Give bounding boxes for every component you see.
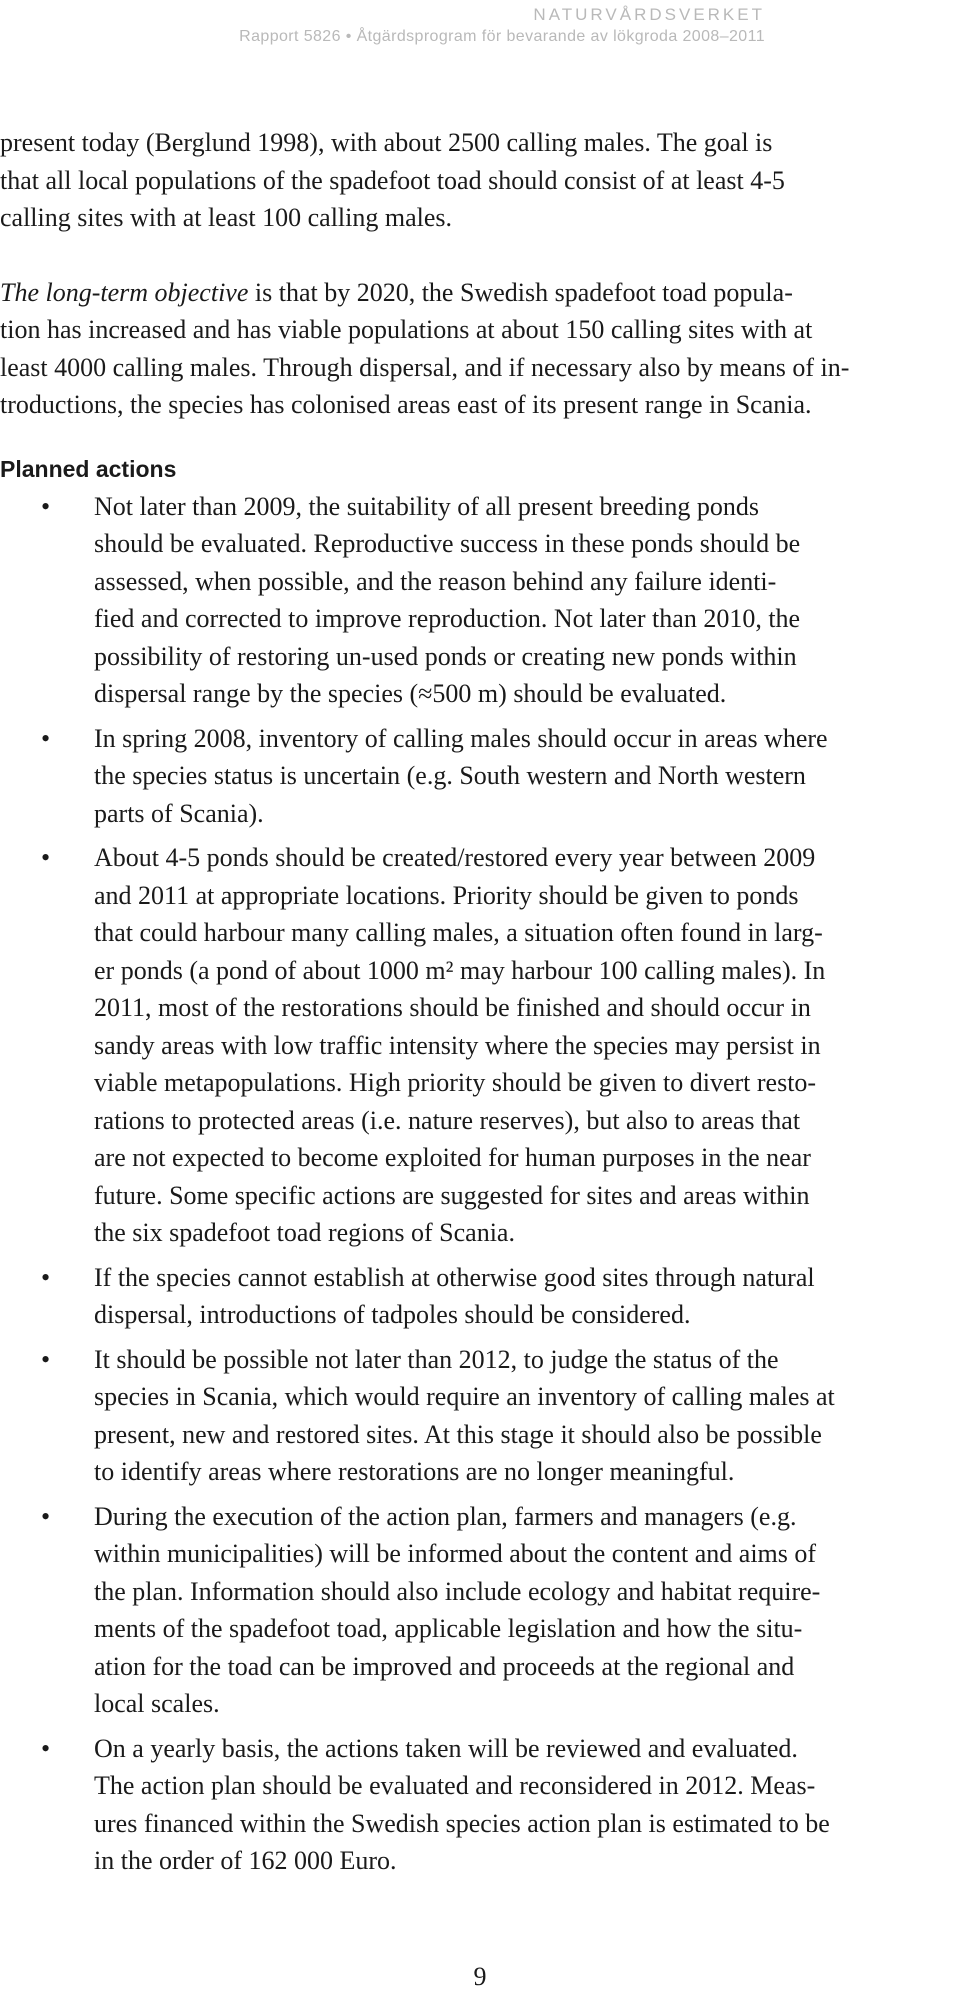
header-organization: NATURVÅRDSVERKET bbox=[533, 5, 765, 24]
list-item-text: About 4-5 ponds should be created/restored every year between 2009 and 2011 at appropriate locations. Priority should be given to ponds that could harbour many calling males, a situation often found in larg- er ponds (a pond of about 1000 m² may harbour 100 calling males). In 2011, most of the restorations should be finished and should occur in sandy areas with low traffic intensity where the species may persist in viable metapopulations. High priority should be given to divert resto- rations to protected areas (i.e. nature reserves), but also to areas that are not expected to become exploited for human purposes in the near future. Some specific actions are suggested for sites and areas within the six spadefoot toad regions of Scania. bbox=[94, 843, 826, 1247]
list-item-text: On a yearly basis, the actions taken will be reviewed and evaluated. The action plan should be evaluated and reconsidered in 2012. Meas- ures financed within the Swedish species action plan is estimated to be in the order of 162 000 Euro. bbox=[94, 1733, 830, 1875]
list-item bbox=[0, 1498, 960, 1723]
bullet-icon: • bbox=[41, 723, 51, 753]
list-item bbox=[0, 1341, 960, 1491]
paragraph-long-term-objective bbox=[0, 274, 960, 424]
header-report-title: Rapport 5826 • Åtgärdsprogram för bevarande av lökgroda 2008–2011 bbox=[239, 28, 765, 45]
list-item bbox=[0, 839, 960, 1252]
long-term-objective-term: The long-term objective bbox=[0, 277, 249, 307]
list-item bbox=[0, 1730, 960, 1880]
bullet-icon: • bbox=[41, 843, 51, 872]
page-number: 9 bbox=[473, 1962, 487, 1991]
page-body bbox=[0, 124, 960, 1887]
bullet-icon: • bbox=[41, 491, 51, 521]
list-item bbox=[0, 1259, 960, 1334]
running-header bbox=[239, 4, 765, 48]
list-item-text: During the execution of the action plan, farmers and managers (e.g. within municipalities) will be informed about the content and aims of the plan. Information should also include ecology and habitat require- ments of the spadefoot toad, applicable legislation and how the situ- ation for the toad can be improved and proceeds at the regional and local scales. bbox=[94, 1501, 821, 1718]
list-item-text: In spring 2008, inventory of calling males should occur in areas where the species status is uncertain (e.g. South western and North western parts of Scania). bbox=[94, 723, 828, 828]
list-item bbox=[0, 720, 960, 833]
paragraph-goal: present today (Berglund 1998), with about 2500 calling males. The goal is that all local populations of the spadefoot toad should consist of at least 4-5 calling sites with at least 100 calling males. bbox=[0, 128, 785, 232]
list-item bbox=[0, 488, 960, 713]
bullet-icon: • bbox=[41, 1262, 51, 1292]
list-item-text: It should be possible not later than 2012, to judge the status of the species in Scania, which would require an inventory of calling males at present, new and restored sites. At this stage it should also be possible to identify areas where restorations are no longer meaningful. bbox=[94, 1344, 835, 1486]
list-item-text: If the species cannot establish at otherwise good sites through natural dispersal, introductions of tadpoles should be considered. bbox=[94, 1262, 815, 1329]
long-term-objective-text: is that by 2020, the Swedish spadefoot toad popula- tion has increased and has viable populations at about 150 calling sites with at least 4000 calling males. Through dispersal, and if necessary also by means of in- troductions, the species has colonised areas east of its present range in Scania. bbox=[0, 277, 850, 419]
list-item-text: Not later than 2009, the suitability of all present breeding ponds should be evaluated. Reproductive success in these ponds should be assessed, when possible, and the reason behind any failure identi- fied and corrected to improve reproduction. Not later than 2010, the possibility of restoring un-used ponds or creating new ponds within dispersal range by the species (≈500 m) should be evaluated. bbox=[94, 491, 801, 708]
bullet-icon: • bbox=[41, 1344, 51, 1374]
section-heading-planned-actions: Planned actions bbox=[0, 455, 177, 482]
bullet-icon: • bbox=[41, 1733, 51, 1763]
planned-actions-list bbox=[0, 488, 960, 1880]
bullet-icon: • bbox=[41, 1501, 51, 1531]
